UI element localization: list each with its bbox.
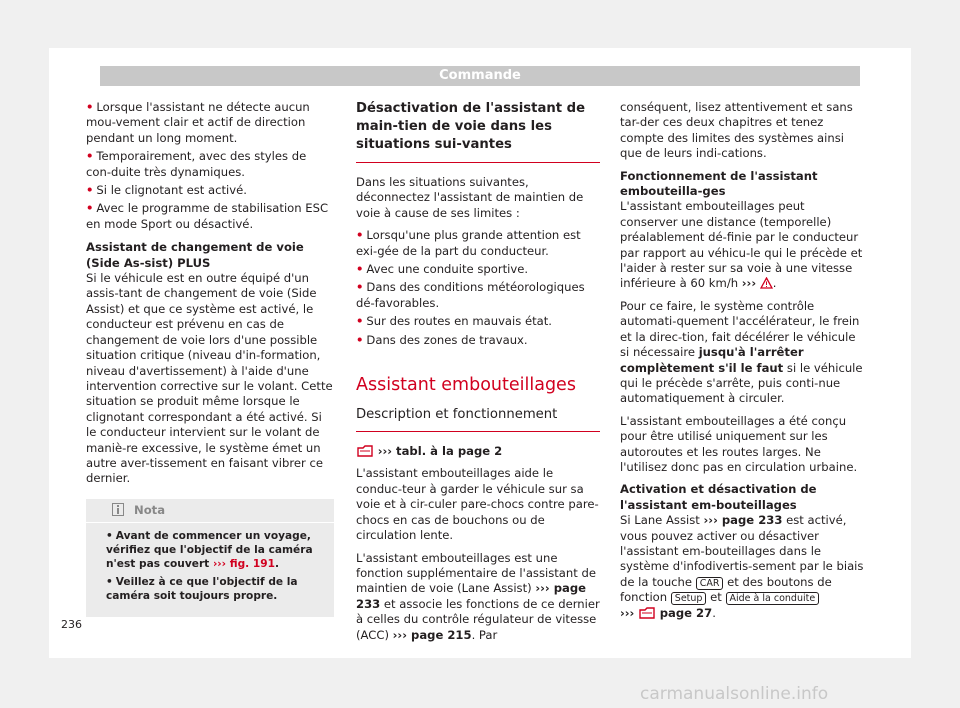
column-2 xyxy=(356,100,600,650)
list-item: • Avec une conduite sportive. xyxy=(356,262,529,277)
figure-link[interactable]: ››› fig. 191 xyxy=(212,557,275,570)
info-icon xyxy=(112,503,124,518)
list-item: • Lorsque l'assistant ne détecte aucun mou-vement clair et actif de direction pendant un long moment. xyxy=(86,100,310,145)
list-item: • Avec le programme de stabilisation ESC en mode Sport ou désactivé. xyxy=(86,201,329,231)
list-item: • Lorsqu'une plus grande attention est exi-gée de la part du conducteur. xyxy=(356,228,581,258)
paragraph: conséquent, lisez attentivement et sans tar-der ces deux chapitres et tenez compte des limites des systèmes ainsi que de leurs indi-cations. xyxy=(620,100,853,161)
section-heading: Activation et désactivation de l'assistant em-bouteillages xyxy=(620,482,817,512)
note-title: Nota xyxy=(134,502,166,517)
paragraph: Si Lane Assist ››› page 233 est activé, vous pouvez activer ou désactiver l'assistant em-bouteillages dans le système d'infodivertis-sement par le biais de la touche CAR et des boutons de fonction Setup et Aide à la conduite ››› page 27. xyxy=(620,513,864,620)
page-link[interactable]: ››› page 233 xyxy=(356,581,587,611)
section-heading: Assistant de changement de voie (Side As-sist) PLUS xyxy=(86,240,304,270)
column-3 xyxy=(620,100,864,628)
list-item: • Avant de commencer un voyage, vérifiez que l'objectif de la caméra n'est pas couvert ››› fig. 191. xyxy=(106,529,313,570)
driving-assist-button: Aide à la conduite xyxy=(726,592,820,605)
paragraph: Dans les situations suivantes, déconnectez l'assistant de maintien de voie à cause de ses limites : xyxy=(356,175,584,220)
paragraph: Si le véhicule est en outre équipé d'un assis-tant de changement de voie (Side Assist) et que ce système est activé, le conducteur est prévenu en cas de changement de voie lors d'une possible situation critique (niveau d'in-formation, niveau d'avertissement) à l'aide d'une intervention corrective sur le volant. Cette situation se produit même lorsque le clignotant correspondant a été activé. Si le conducteur intervient sur le volant de maniè-re excessive, le système émet un autre aver-tissement en faisant vibrer ce dernier. xyxy=(86,271,333,486)
note-box xyxy=(86,499,334,617)
list-item: • Sur des routes en mauvais état. xyxy=(356,314,552,329)
column-1 xyxy=(86,100,334,617)
note-header xyxy=(86,499,334,523)
paragraph: L'assistant embouteillages est une fonction supplémentaire de l'assistant de maintien de voie (Lane Assist) ››› page 233 et associe les fonctions de ce dernier à celles du contrôle régulateur de vitesse (ACC) ››› page 215. Par xyxy=(356,550,600,642)
paragraph: Pour ce faire, le système contrôle automati-quement l'accélérateur, le frein et la direc-tion, fait décélérer le véhicule si nécessaire jusqu'à l'arrêter complètement s'il le faut si le véhicule qui le précède s'arrête, puis conti-nue automatiquement à circuler. xyxy=(620,298,863,406)
list-item: • Dans des conditions météorologiques dé-favorables. xyxy=(356,280,585,310)
watermark: carmanualsonline.info xyxy=(640,684,829,704)
page-link[interactable]: ››› page 233 xyxy=(703,513,783,528)
paragraph: L'assistant embouteillages peut conserver une distance (temporelle) préalablement dé-finie par le conducteur par rapport au véhicu-le qui le précède et l'aider à rester sur sa voie à une vitesse inférieure à 60 km/h ››› . xyxy=(620,199,863,291)
list-item: • Si le clignotant est activé. xyxy=(86,183,247,198)
table-icon xyxy=(356,444,378,458)
warning-link[interactable]: ››› xyxy=(741,276,757,291)
page-number: 236 xyxy=(61,618,82,631)
setup-button: Setup xyxy=(671,592,707,605)
chapter-title: Assistant embouteillages xyxy=(356,375,576,396)
warning-icon xyxy=(760,276,773,290)
table-icon xyxy=(638,606,656,620)
note-body xyxy=(86,523,334,603)
page-link[interactable]: page 27 xyxy=(659,605,713,620)
section-heading: Fonctionnement de l'assistant embouteilla-ges xyxy=(620,168,818,199)
paragraph: L'assistant embouteillages aide le conduc-teur à garder le véhicule sur sa voie et à cir-culer pare-chocs contre pare-chocs en cas de bouchons ou de circulation lente. xyxy=(356,466,599,543)
list-item: • Veillez à ce que l'objectif de la caméra soit toujours propre. xyxy=(106,575,298,602)
list-item: • Dans des zones de travaux. xyxy=(356,332,528,347)
page-header: Commande xyxy=(100,66,860,86)
subsection-title: Description et fonctionnement xyxy=(356,406,600,432)
paragraph: L'assistant embouteillages a été conçu pour être utilisé uniquement sur les autoroutes et les routes larges. Ne l'utilisez donc pas en circulation urbaine. xyxy=(620,413,858,474)
section-title: Désactivation de l'assistant de main-tien de voie dans les situations sui-vantes xyxy=(356,100,600,163)
table-reference xyxy=(356,444,600,459)
car-key: CAR xyxy=(696,577,724,590)
page-link[interactable]: ››› xyxy=(620,605,635,620)
page-link[interactable]: ››› page 215 xyxy=(392,627,472,642)
list-item: • Temporairement, avec des styles de con-duite très dynamiques. xyxy=(86,149,307,179)
table-link[interactable]: ››› tabl. à la page 2 xyxy=(377,444,503,459)
